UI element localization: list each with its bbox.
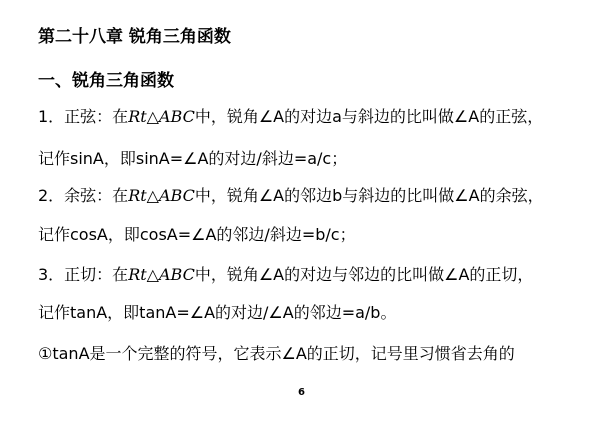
cosine-triangle-label: Rt△ABC [128,186,195,205]
section-title: 一、锐角三角函数 [38,71,174,91]
sine-formula-line: 记作sinA，即sinA=∠A的对边/斜边=a/c； [38,149,348,168]
cosine-formula-line: 记作cosA，即cosA=∠A的邻边/斜边=b/c； [38,225,356,244]
cosine-definition-prefix: 2．余弦：在 [38,186,129,205]
tangent-formula-line: 记作tanA，即tanA=∠A的对边/∠A的邻边=a/b。 [38,303,397,322]
tangent-definition-line [38,262,533,285]
tangent-note-line: ①tanA是一个完整的符号，它表示∠A的正切，记号里习惯省去角的 [38,344,515,363]
tangent-triangle-label: Rt△ABC [128,265,195,284]
cosine-definition-suffix: 中，锐角∠A的邻边b与斜边的比叫做∠A的余弦， [194,186,544,205]
tangent-definition-suffix: 中，锐角∠A的对边与邻边的比叫做∠A的正切， [194,265,534,284]
sine-triangle-label: Rt△ABC [128,107,195,126]
chapter-title: 第二十八章 锐角三角函数 [38,27,231,47]
sine-definition-line [38,104,543,127]
page-number: 6 [298,387,305,398]
cosine-definition-line [38,183,544,206]
sine-definition-prefix: 1．正弦：在 [38,107,129,126]
sine-definition-suffix: 中，锐角∠A的对边a与斜边的比叫做∠A的正弦， [194,107,544,126]
tangent-definition-prefix: 3．正切：在 [38,265,129,284]
